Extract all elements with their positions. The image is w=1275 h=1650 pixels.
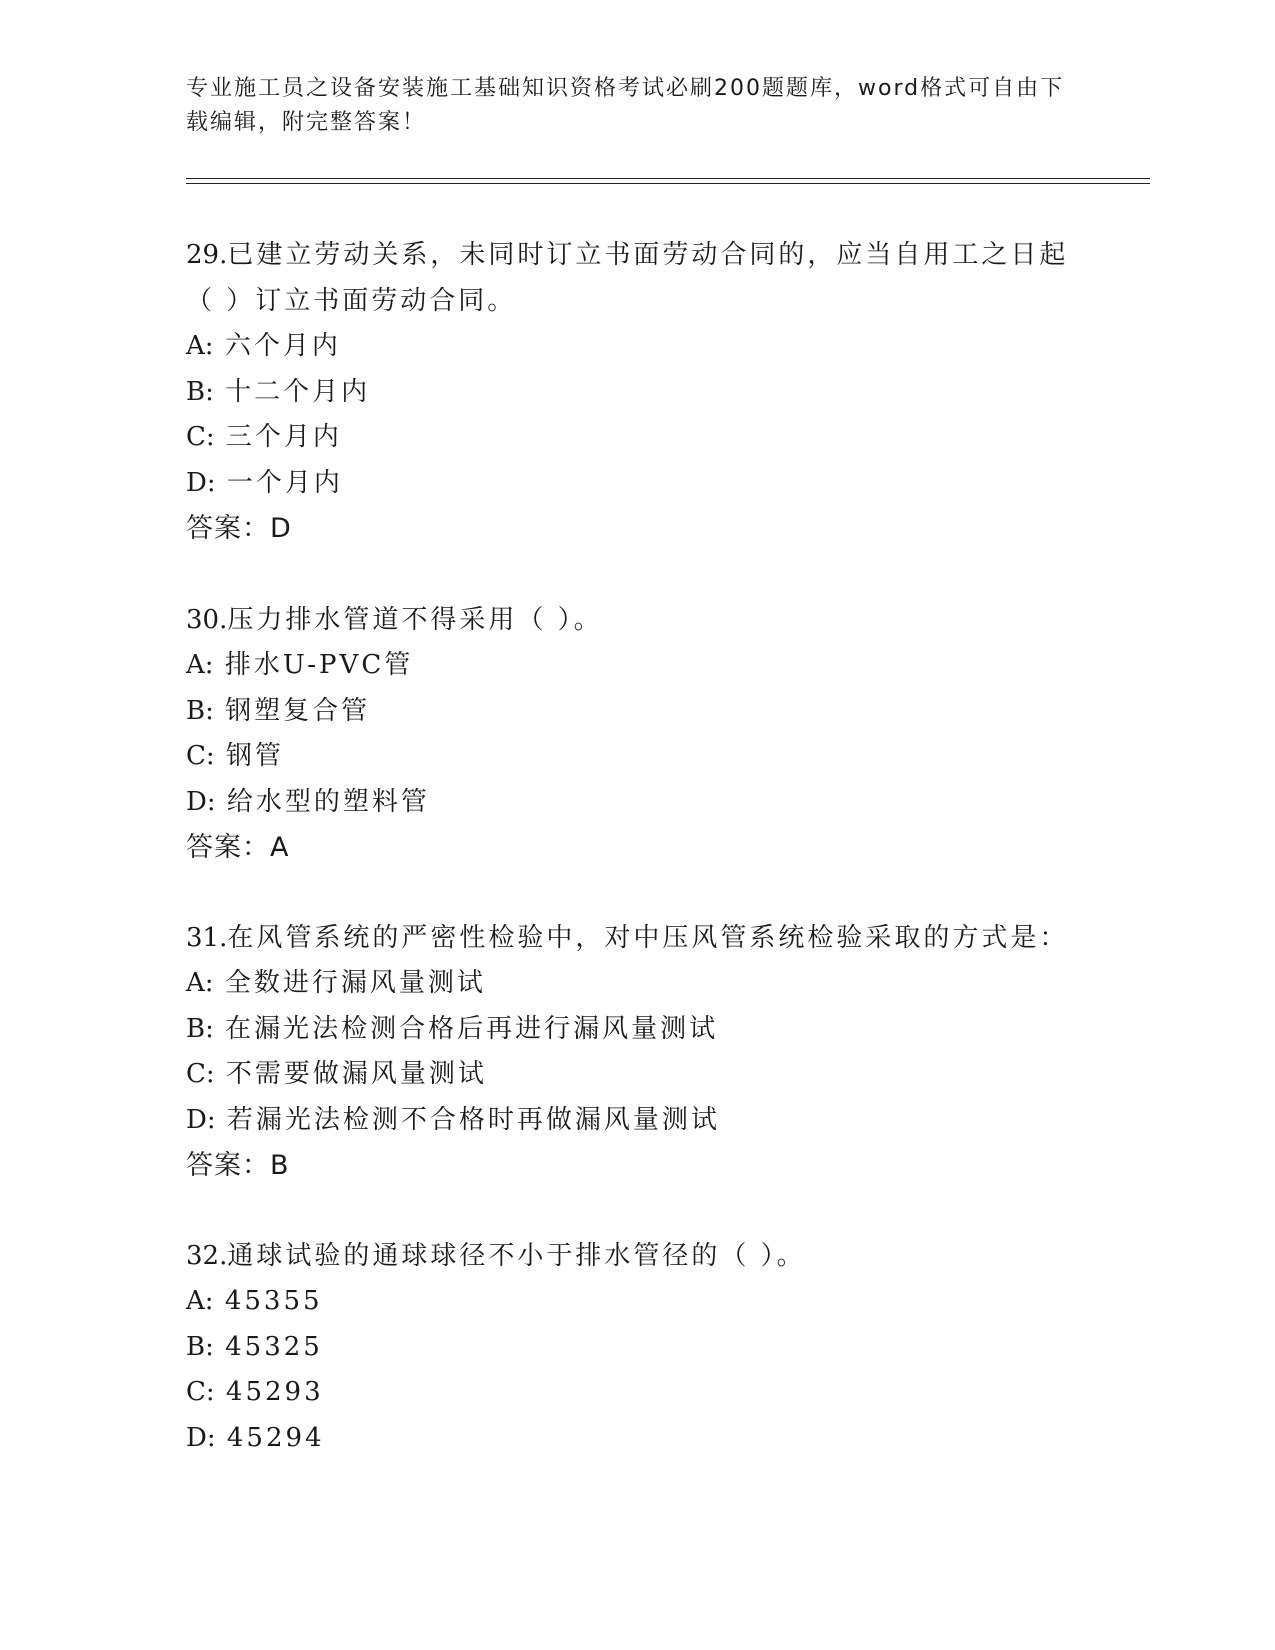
question-text: 已建立劳动关系，未同时订立书面劳动合同的，应当自用工之日起（ ）订立书面劳动合同。 bbox=[186, 240, 1069, 316]
question-number: 31. bbox=[186, 923, 228, 953]
option-text: 给水型的塑料管 bbox=[226, 786, 430, 817]
question-stem bbox=[186, 597, 1086, 643]
option-a bbox=[186, 1279, 1086, 1325]
option-text: 45355 bbox=[224, 1286, 323, 1316]
option-b bbox=[186, 1007, 1086, 1053]
option-text: 三个月内 bbox=[225, 422, 342, 452]
option-b bbox=[186, 1325, 1086, 1371]
option-text: 若漏光法检测不合格时再做漏风量测试 bbox=[226, 1104, 720, 1135]
answer-line bbox=[186, 825, 1086, 871]
question-text: 压力排水管道不得采用（ ）。 bbox=[227, 605, 603, 635]
option-letter: C: bbox=[186, 1377, 215, 1407]
option-letter: C: bbox=[186, 741, 215, 771]
option-text: 45325 bbox=[225, 1331, 323, 1362]
option-text: 钢管 bbox=[225, 741, 284, 771]
option-text: 六个月内 bbox=[224, 331, 341, 361]
option-letter: B: bbox=[186, 695, 214, 726]
answer-label: 答案： bbox=[186, 1150, 270, 1181]
option-text: 一个月内 bbox=[226, 467, 343, 498]
answer-value: D bbox=[270, 513, 292, 544]
option-letter: D: bbox=[186, 786, 216, 817]
option-text: 45293 bbox=[225, 1377, 324, 1407]
option-letter: A: bbox=[186, 650, 214, 680]
question-number: 32. bbox=[186, 1241, 228, 1271]
header-divider-bottom bbox=[186, 183, 1150, 184]
option-letter: B: bbox=[186, 1331, 214, 1362]
question-number: 29. bbox=[186, 240, 228, 270]
option-a bbox=[186, 324, 1086, 370]
question-stem bbox=[186, 232, 1086, 324]
option-letter: B: bbox=[186, 376, 214, 407]
answer-line bbox=[186, 506, 1086, 552]
option-letter: D: bbox=[186, 467, 216, 498]
option-letter: D: bbox=[186, 1104, 216, 1135]
option-c bbox=[186, 1370, 1086, 1416]
option-letter: B: bbox=[186, 1013, 214, 1044]
question-text: 在风管系统的严密性检验中，对中压风管系统检验采取的方式是： bbox=[227, 923, 1069, 953]
option-letter: C: bbox=[186, 1059, 215, 1089]
header-title: 专业施工员之设备安装施工基础知识资格考试必刷200题题库，word格式可自由下载编辑，附完整答案！ bbox=[186, 76, 1065, 135]
question-text: 通球试验的通球球径不小于排水管径的（ ）。 bbox=[227, 1241, 806, 1271]
option-letter: A: bbox=[186, 1286, 214, 1316]
option-text: 在漏光法检测合格后再进行漏风量测试 bbox=[225, 1013, 719, 1044]
answer-label: 答案： bbox=[186, 832, 270, 863]
question-32 bbox=[186, 1233, 1086, 1461]
question-31 bbox=[186, 915, 1086, 1189]
option-d bbox=[186, 1416, 1086, 1462]
question-29 bbox=[186, 232, 1086, 552]
option-a bbox=[186, 961, 1086, 1007]
option-text: 全数进行漏风量测试 bbox=[224, 968, 486, 998]
option-letter: A: bbox=[186, 331, 214, 361]
document-header bbox=[186, 72, 1066, 140]
option-b bbox=[186, 370, 1086, 416]
question-stem bbox=[186, 1233, 1086, 1279]
option-text: 钢塑复合管 bbox=[225, 695, 371, 726]
option-text: 十二个月内 bbox=[225, 376, 371, 407]
option-text: 不需要做漏风量测试 bbox=[225, 1059, 487, 1089]
option-letter: A: bbox=[186, 968, 214, 998]
option-text: 45294 bbox=[226, 1422, 325, 1453]
option-d bbox=[186, 1098, 1086, 1144]
option-d bbox=[186, 780, 1086, 826]
option-letter: C: bbox=[186, 422, 215, 452]
option-b bbox=[186, 689, 1086, 735]
option-text: 排水U-PVC管 bbox=[224, 650, 414, 680]
option-letter: D: bbox=[186, 1422, 216, 1453]
answer-line bbox=[186, 1143, 1086, 1189]
answer-label: 答案： bbox=[186, 513, 270, 544]
question-stem bbox=[186, 915, 1086, 961]
answer-value: B bbox=[270, 1150, 290, 1181]
option-c bbox=[186, 734, 1086, 780]
option-c bbox=[186, 1052, 1086, 1098]
question-number: 30. bbox=[186, 605, 228, 635]
question-30 bbox=[186, 597, 1086, 871]
answer-value: A bbox=[270, 832, 290, 863]
option-d bbox=[186, 461, 1086, 507]
header-divider-top bbox=[186, 178, 1150, 179]
option-a bbox=[186, 643, 1086, 689]
option-c bbox=[186, 415, 1086, 461]
